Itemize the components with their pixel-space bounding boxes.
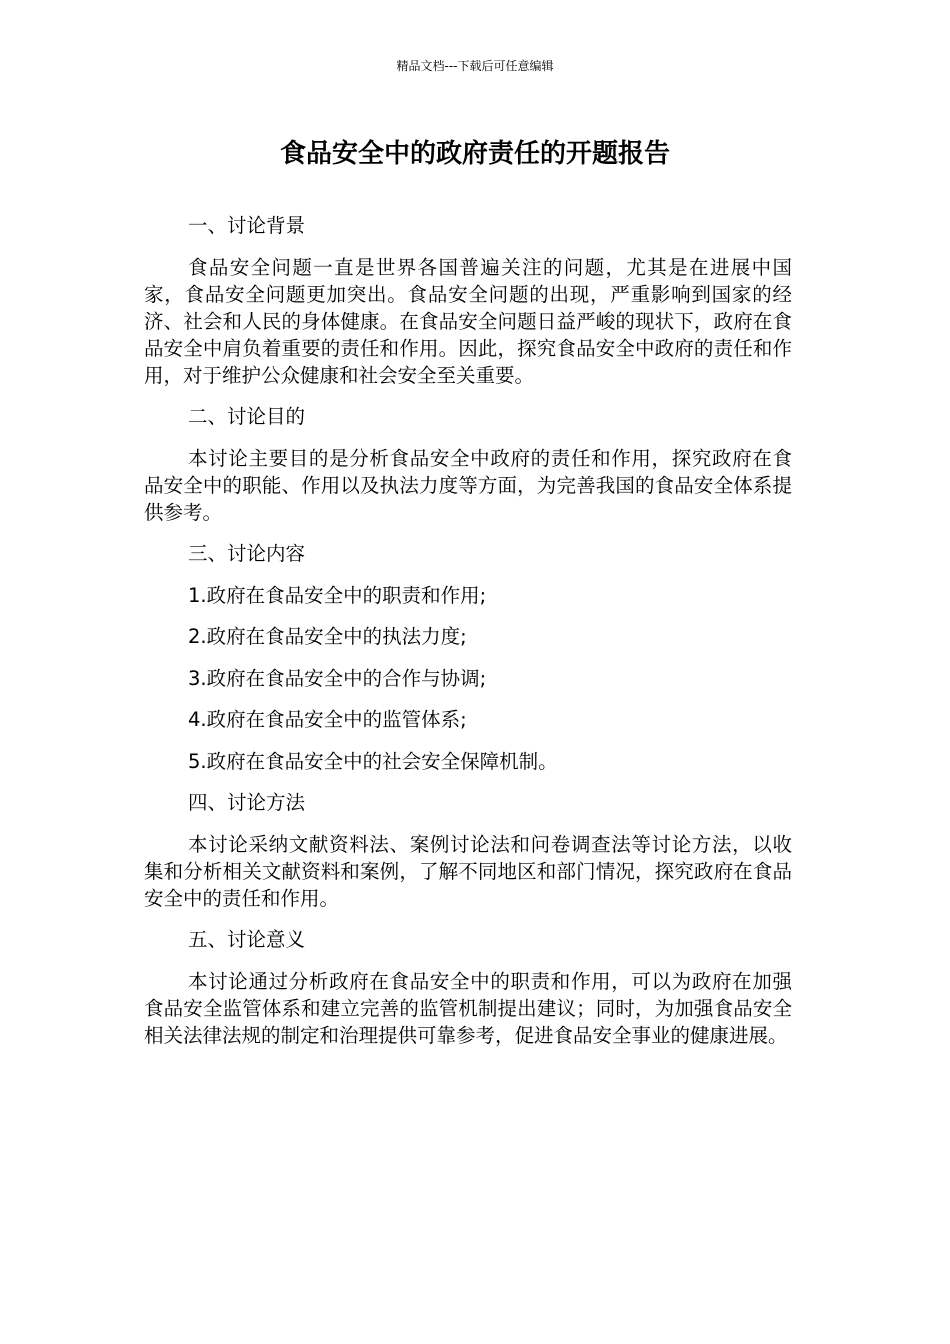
content-list-item: 3.政府在食品安全中的合作与协调; bbox=[188, 666, 487, 690]
section-paragraph-method: 本讨论采纳文献资料法、案例讨论法和问卷调查法等讨论方法，以收集和分析相关文献资料和案例，了解不同地区和部门情况，探究政府在食品安全中的责任和作用。 bbox=[144, 832, 792, 910]
document-title: 食品安全中的政府责任的开题报告 bbox=[279, 139, 670, 169]
section-heading-background: 一、讨论背景 bbox=[188, 214, 306, 237]
section-heading-content: 三、讨论内容 bbox=[188, 542, 306, 565]
content-list-item: 1.政府在食品安全中的职责和作用; bbox=[188, 583, 487, 607]
section-heading-method: 四、讨论方法 bbox=[188, 791, 306, 814]
section-paragraph-background: 食品安全问题一直是世界各国普遍关注的问题，尤其是在进展中国家，食品安全问题更加突出。食品安全问题的出现，严重影响到国家的经济、社会和人民的身体健康。在食品安全问题日益严峻的现状下，政府在食品安全中肩负着重要的责任和作用。因此，探究食品安全中政府的责任和作用，对于维护公众健康和社会安全至关重要。 bbox=[144, 255, 792, 387]
section-heading-purpose: 二、讨论目的 bbox=[188, 405, 306, 428]
content-list-item: 5.政府在食品安全中的社会安全保障机制。 bbox=[188, 749, 558, 773]
section-paragraph-significance: 本讨论通过分析政府在食品安全中的职责和作用，可以为政府在加强食品安全监管体系和建立完善的监管机制提出建议；同时，为加强食品安全相关法律法规的制定和治理提供可靠参考，促进食品安全事业的健康进展。 bbox=[144, 969, 792, 1047]
content-list-item: 2.政府在食品安全中的执法力度; bbox=[188, 625, 467, 648]
section-heading-significance: 五、讨论意义 bbox=[188, 928, 306, 951]
content-list-item: 4.政府在食品安全中的监管体系; bbox=[188, 708, 467, 731]
page-header-watermark: 精品文档---下载后可任意编辑 bbox=[396, 59, 554, 73]
document-body bbox=[144, 212, 792, 1063]
section-paragraph-purpose: 本讨论主要目的是分析食品安全中政府的责任和作用，探究政府在食品安全中的职能、作用以及执法力度等方面，为完善我国的食品安全体系提供参考。 bbox=[144, 446, 792, 524]
